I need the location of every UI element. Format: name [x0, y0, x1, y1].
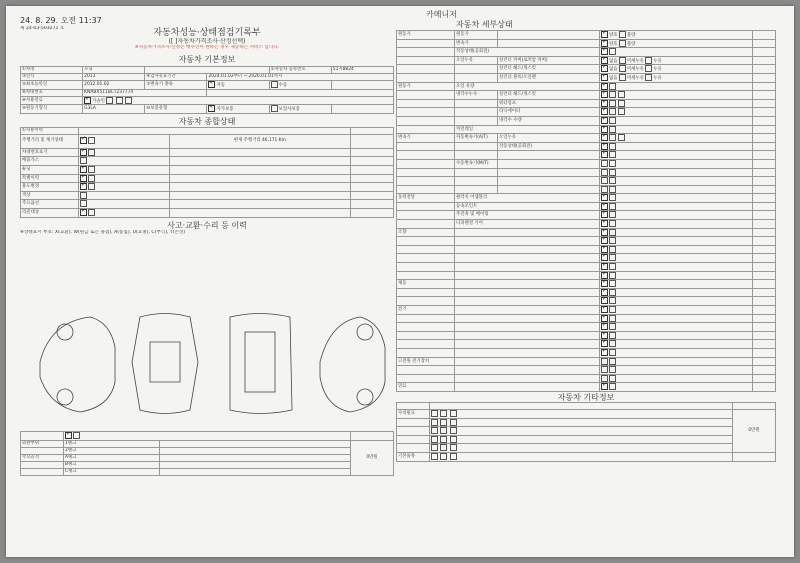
basic-table: ①차명 모닝 ②자동차 등록번호 51저8824 ③연식 2013 ④검사유효기간 2024.01.02부터 ~ 2026.01.01까지 ⑤최초등록일 2012.01.02 ⑦변속기 종류 ✓ 자동 수동 ⑥차대번호 KNABX511BCT237774 ⑧사용연료 ✓ 가솔린 ⑨원동기형식 G3LA ⑩보증유형 ✓ 자가보증 보험사보증 [20, 66, 394, 114]
summary-table: ①사용이력 주행거리 및 계기상태 ✓ 현재 주행거리 46,171 Km 차대번호표기 ✓ 배출가스 튜닝 ✓ 특별이력 ✓ 용도변경 ✓ 색상 주요옵션 리콜대상 ✓ [20, 127, 394, 218]
accident-table: ✓ 외판부위 1랭크 0만원 2랭크 주요골격 A랭크 B랭크 C랭크 [20, 431, 394, 476]
inspection-sheet [6, 6, 794, 557]
doc-title: 자동차성능·상태점검기록부 [153, 28, 261, 38]
app-name: 카메니저 [426, 10, 457, 19]
other-title: 자동차 기타정보 [557, 392, 615, 402]
accident-title: 사고·교환·수리 등 이력 [167, 220, 247, 230]
doc-subtitle: ([ ]자동차가격조사·산정선택) [168, 38, 246, 45]
car-diagram [20, 302, 394, 424]
left-column [20, 20, 394, 236]
right-column [396, 20, 776, 462]
doc-number: 제 24-03-503271 호 [20, 26, 65, 31]
detail-title: 자동차 세부상태 [456, 20, 513, 29]
accident-grid [20, 431, 394, 476]
detail-table: 원동기 원동기 ✓ 양호 불량 변속기 ✓ 양호 불량 작동상태(공회전) ✓ 오일누유 실린더 커버(로커암 커버) ✓ 없음 미세누유 누유 실린더 헤드/개스킷 ✓ 없음 미세누유 누유 실린더 블록/오일팬 ✓ 없음 미세누유 누유 원동기 오일 유량 ✓ 냉각수누수 실린더 헤드/개스킷 ✓ 워터펌프 ✓ 라디에이터 ✓ 냉각수 수량 ✓ 커먼레일 ✓ 변속기 자동변속기(A/T) 오일누유 ✓ 작동상태(공회전) ✓ ✓ 수동변속기(M/T) 동력전달 클러치 어셈블리 ✓ 등속조인트 ✓ 추진축 및 베어링 ✓ 디퍼렌셜 기어 ✓ 조향 ✓ ✓ ✓ ✓ ✓ ✓ 제동 ✓ ✓ ✓ 전기 ✓ ✓ ✓ ✓ ✓ ✓ 고전원 전기장치 연료 ✓ [396, 30, 776, 392]
basic-title: 자동차 기본정보 [178, 55, 236, 64]
accident-note: ※상태표시 부호: X(교환), W(판금 또는 용접), A(흠집), U(요철), C(부식), T(손상) [20, 229, 186, 235]
mileage: 현재 주행거리 46,171 Km [169, 134, 350, 148]
other-table: 수리필요 0만원 기본품목 [396, 402, 776, 462]
summary-title: 자동차 종합상태 [178, 116, 236, 126]
timestamp: 24. 8. 29. 오전 11:37 [20, 16, 102, 25]
doc-notice: ※자동차가격조사·산정은 매수인이 원하는 경우 제공하는 서비스 입니다. [134, 45, 280, 50]
